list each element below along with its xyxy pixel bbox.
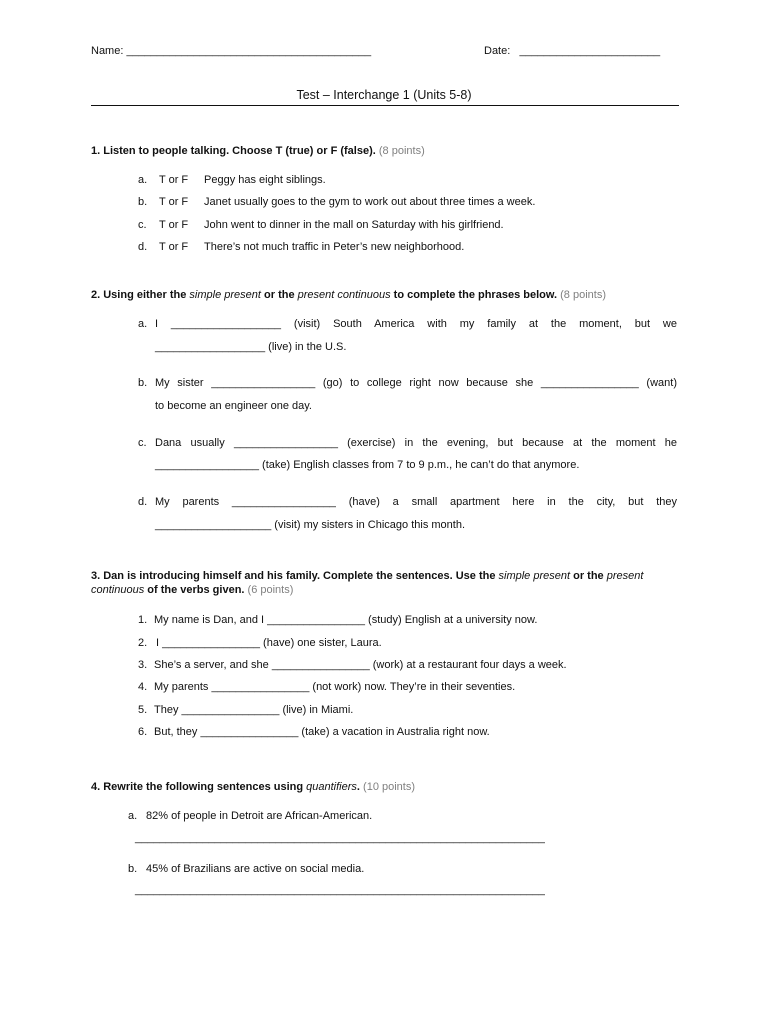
true-false-choice[interactable]: T or F — [159, 174, 189, 186]
fill-in-sentence-cont[interactable]: _________________ (take) English classes from 7 to 9 p.m., he can’t do that anymore. — [155, 459, 580, 471]
fill-in-sentence[interactable]: I __________________ (visit) South America with my family at the moment, but we — [155, 318, 677, 330]
item-letter: a. — [138, 174, 148, 186]
statement-text: John went to dinner in the mall on Saturday with his girlfriend. — [204, 219, 504, 231]
fill-in-sentence[interactable]: My parents ________________ (not work) now. They’re in their seventies. — [154, 681, 516, 693]
item-letter: a. — [128, 810, 138, 822]
item-letter: d. — [138, 496, 148, 508]
section-2-points: (8 points) — [560, 289, 606, 301]
statement-text: Janet usually goes to the gym to work out about three times a week. — [204, 196, 536, 208]
true-false-choice[interactable]: T or F — [159, 219, 189, 231]
section-4-heading: 4. Rewrite the following sentences using quantifiers. (10 points) — [91, 781, 416, 793]
prompt-sentence: 82% of people in Detroit are African-American. — [146, 810, 373, 822]
answer-line[interactable]: ___________________________________________________________________ — [135, 832, 545, 844]
item-number: 6. — [138, 726, 148, 738]
fill-in-sentence[interactable]: They ________________ (live) in Miami. — [154, 704, 354, 716]
item-letter: b. — [138, 196, 148, 208]
section-3-points: (6 points) — [247, 584, 294, 596]
page-title: Test – Interchange 1 (Units 5-8) — [296, 88, 472, 102]
item-letter: d. — [138, 241, 148, 253]
name-field[interactable]: Name: ________________________________________ — [91, 45, 372, 57]
fill-in-sentence-cont[interactable]: to become an engineer one day. — [155, 400, 312, 412]
item-letter: b. — [128, 863, 138, 875]
item-letter: b. — [138, 377, 148, 389]
fill-in-sentence[interactable]: My parents _________________ (have) a small apartment here in the city, but they — [155, 496, 677, 508]
section-4-points: (10 points) — [363, 781, 416, 793]
fill-in-sentence-cont[interactable]: ___________________ (visit) my sisters in Chicago this month. — [155, 519, 466, 531]
true-false-choice[interactable]: T or F — [159, 196, 189, 208]
section-3-heading-cont: continuous of the verbs given. (6 points) — [91, 584, 294, 596]
statement-text: There’s not much traffic in Peter’s new neighborhood. — [204, 241, 465, 253]
item-letter: c. — [138, 437, 147, 449]
true-false-choice[interactable]: T or F — [159, 241, 189, 253]
fill-in-sentence-cont[interactable]: __________________ (live) in the U.S. — [155, 341, 347, 353]
item-number: 5. — [138, 704, 148, 716]
date-field[interactable]: Date: _______________________ — [484, 45, 661, 57]
section-2-heading: 2. Using either the simple present or the present continuous to complete the phrases below. (8 points) — [91, 289, 606, 301]
section-1-heading: 1. Listen to people talking. Choose T (true) or F (false). (8 points) — [91, 145, 425, 157]
section-1-points: (8 points) — [378, 145, 425, 157]
item-number: 3. — [138, 659, 148, 671]
fill-in-sentence[interactable]: I ________________ (have) one sister, Laura. — [156, 637, 382, 649]
answer-line[interactable]: ___________________________________________________________________ — [135, 884, 545, 896]
item-number: 2. — [138, 637, 148, 649]
fill-in-sentence[interactable]: Dana usually _________________ (exercise) in the evening, but because at the moment he — [155, 437, 677, 449]
item-letter: a. — [138, 318, 148, 330]
prompt-sentence: 45% of Brazilians are active on social media. — [146, 863, 365, 875]
fill-in-sentence[interactable]: My name is Dan, and I ________________ (study) English at a university now. — [154, 614, 538, 626]
fill-in-sentence[interactable]: She’s a server, and she ________________ (work) at a restaurant four days a week. — [154, 659, 567, 671]
section-3-heading: 3. Dan is introducing himself and his family. Complete the sentences. Use the simple present or the present — [91, 570, 644, 582]
title-divider — [91, 105, 679, 106]
statement-text: Peggy has eight siblings. — [204, 174, 326, 186]
fill-in-sentence[interactable]: My sister _________________ (go) to college right now because she ________________ (want) — [155, 377, 677, 389]
item-letter: c. — [138, 219, 147, 231]
item-number: 1. — [138, 614, 148, 626]
fill-in-sentence[interactable]: But, they ________________ (take) a vacation in Australia right now. — [154, 726, 490, 738]
item-number: 4. — [138, 681, 148, 693]
